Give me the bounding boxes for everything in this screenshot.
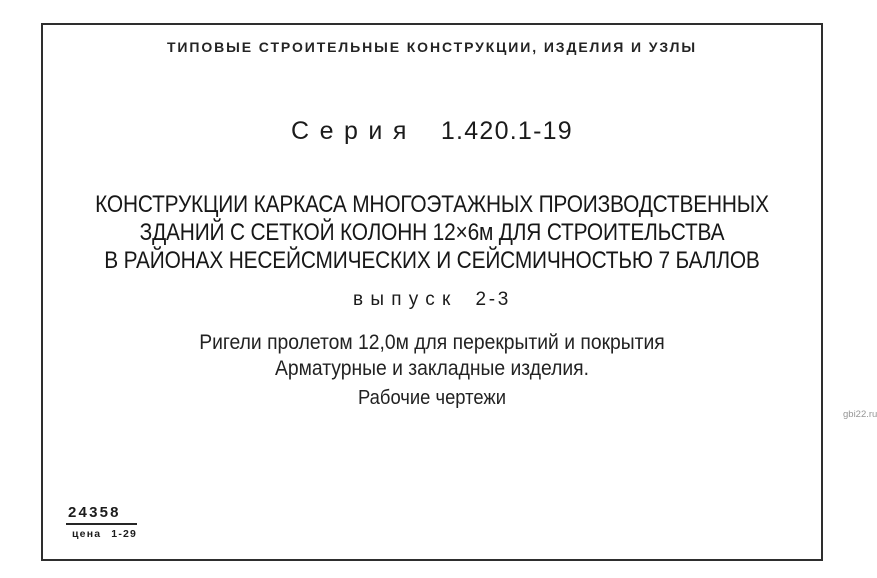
subtitle-line: Арматурные и закладные изделия. (274, 357, 590, 380)
title-line: КОНСТРУКЦИИ КАРКАСА МНОГОЭТАЖНЫХ ПРОИЗВОДСТВЕННЫХ (95, 191, 769, 218)
price-value: 1-29 (111, 528, 138, 540)
price-label: цена (72, 528, 102, 540)
title-line: В РАЙОНАХ НЕСЕЙСМИЧЕСКИХ И СЕЙСМИЧНОСТЬЮ 7 БАЛЛОВ (104, 247, 760, 274)
document-title (93, 191, 772, 275)
title-line: ЗДАНИЙ С СЕТКОЙ КОЛОНН 12×6м ДЛЯ СТРОИТЕЛЬСТВА (139, 219, 725, 246)
issue-line (42, 289, 822, 311)
subtitle-line: Рабочие чертежи (358, 387, 506, 409)
series-number: 1.420.1-19 (440, 117, 573, 145)
stamp-price (66, 528, 137, 540)
series-label: Серия (291, 117, 417, 145)
series-line (42, 117, 822, 146)
site-watermark: gbi22.ru (843, 409, 877, 420)
catalog-stamp (66, 504, 137, 540)
document-type-header: ТИПОВЫЕ СТРОИТЕЛЬНЫЕ КОНСТРУКЦИИ, ИЗДЕЛИЯ И УЗЛЫ (166, 39, 698, 55)
issue-label: выпуск (353, 289, 458, 310)
stamp-number: 24358 (66, 504, 137, 525)
subtitle-line: Ригели пролетом 12,0м для перекрытий и покрытия (199, 331, 665, 354)
issue-number: 2-3 (475, 289, 511, 310)
